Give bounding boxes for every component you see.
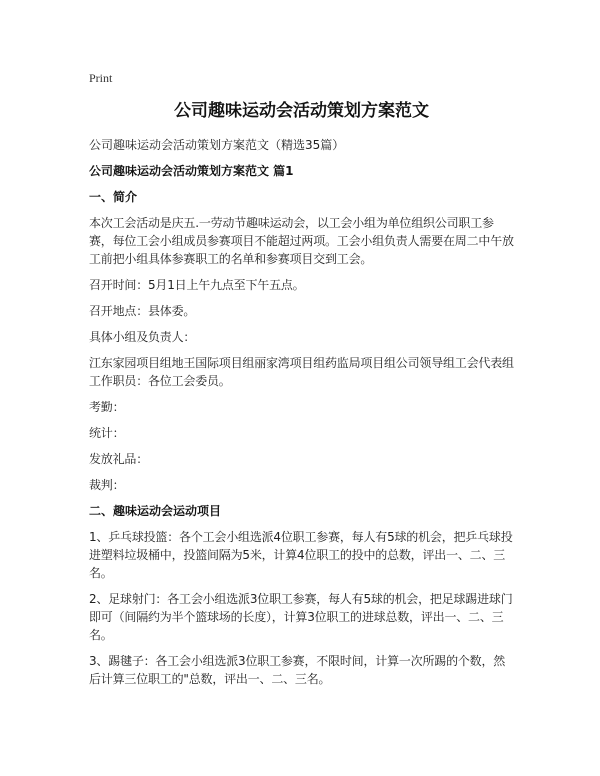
paragraph-event-1: 1、乒乓球投篮：各个工会小组选派4位职工参赛，每人有5球的机会，把乒乓球投进塑料垃圾桶中，投篮间隔为5米，计算4位职工的投中的总数，评出一、二、三名。 [89,530,513,580]
paragraph-groups-label: 具体小组及负责人： [89,330,196,344]
paragraph-attendance: 考勤： [89,400,125,414]
document-subtitle: 公司趣味运动会活动策划方案范文（精选35篇） [89,138,345,152]
paragraph-intro: 本次工会活动是庆五.一劳动节趣味运动会，以工会小组为单位组织公司职工参赛，每位工会小组成员参赛项目不能超过两项。工会小组负责人需要在周二中午放工前把小组具体参赛职工的名单和参赛项目交到工会。 [89,216,514,266]
heading-events: 二、趣味运动会运动项目 [89,504,222,518]
paragraph-groups: 江东家园项目组地王国际项目组丽家湾项目组药监局项目组公司领导组工会代表组工作职员：各位工会委员。 [89,356,514,388]
paragraph-event-3: 3、踢毽子：各工会小组选派3位职工参赛，不限时间，计算一次所踢的个数，然后计算三位职工的"总数，评出一、二、三名。 [89,654,506,686]
paragraph-referee: 裁判： [89,478,125,492]
paragraph-event-2: 2、足球射门：各工会小组选派3位职工参赛，每人有5球的机会，把足球踢进球门即可（间隔约为半个篮球场的长度），计算3位职工的进球总数，评出一、二、三名。 [89,592,513,642]
print-label: Print [89,71,113,85]
page-title: 公司趣味运动会活动策划方案范文 [174,101,429,121]
section-title: 公司趣味运动会活动策划方案范文 篇1 [89,164,294,178]
paragraph-location: 召开地点：县体委。 [89,304,196,318]
paragraph-statistics: 统计： [89,426,125,440]
paragraph-gifts: 发放礼品： [89,452,149,466]
paragraph-time: 召开时间：5月1日上午九点至下午五点。 [89,278,305,292]
heading-intro: 一、简介 [89,190,138,204]
